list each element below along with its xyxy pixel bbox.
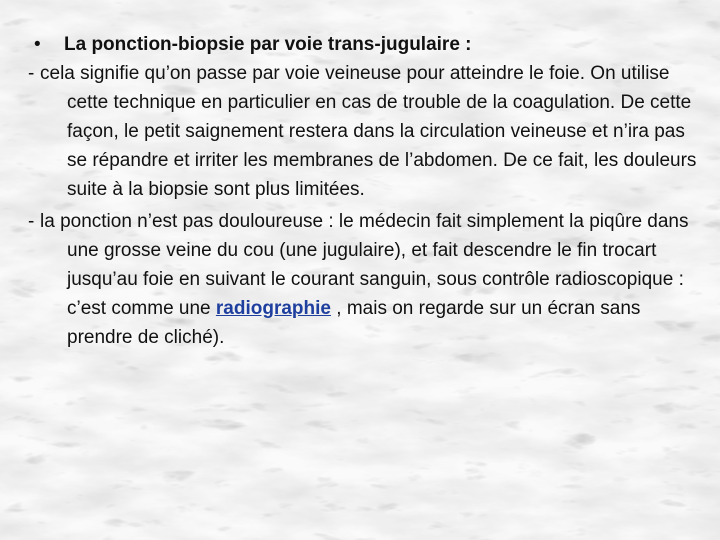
radiographie-link[interactable]: radiographie bbox=[215, 298, 331, 319]
dash-marker: - bbox=[28, 211, 35, 232]
slide-content bbox=[28, 30, 698, 355]
paragraph-2-text: la ponction n’est pas douloureuse : le médecin fait simplement la piqûre dans une grosse veine du cou (une jugulaire), et fait descendre le fin trocart jusqu’au foie en suivant le courant sanguin, sous contrôle radioscopique : c’est comme une bbox=[40, 211, 689, 319]
dash-marker: - bbox=[28, 63, 35, 84]
bullet-heading bbox=[34, 30, 698, 59]
paragraph-2 bbox=[28, 207, 698, 352]
paragraph-1 bbox=[28, 59, 698, 204]
heading-text: La ponction-biopsie par voie trans-jugulaire : bbox=[64, 34, 472, 55]
paragraph-2-text-end: , mais on regarde sur un écran sans prendre de cliché). bbox=[67, 298, 641, 348]
bullet-icon: • bbox=[34, 34, 41, 55]
paragraph-1-text: cela signifie qu’on passe par voie veineuse pour atteindre le foie. On utilise cette technique en particulier en cas de trouble de la coagulation. De cette façon, le petit saignement restera dans la circulation veineuse et n’ira pas se répandre et irriter les membranes de l’abdomen. De ce fait, les douleurs suite à la biopsie sont plus limitées. bbox=[40, 63, 697, 200]
